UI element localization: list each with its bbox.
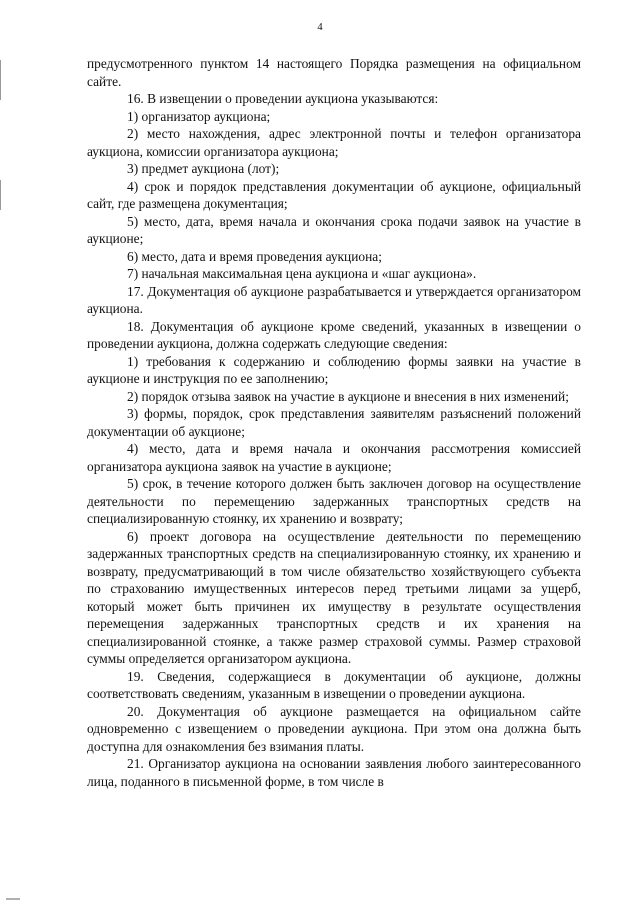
document-body	[87, 55, 581, 790]
scan-artifact	[6, 898, 20, 900]
paragraph-item-16: 16. В извещении о проведении аукциона указываются:	[127, 91, 439, 106]
scan-edge-mark	[0, 60, 1, 100]
paragraph-subitem: 2) место нахождения, адрес электронной почты и телефон организатора аукциона, комиссии организатора аукциона;	[87, 126, 581, 159]
paragraph-item-18: 18. Документация об аукционе кроме сведений, указанных в извещении о проведении аукциона, должна содержать следующие сведения:	[87, 318, 581, 351]
paragraph-item-21: 21. Организатор аукциона на основании заявления любого заинтересованного лица, поданного в письменной форме, в том числе в	[87, 756, 581, 789]
page-number: 4	[317, 22, 323, 33]
paragraph-subitem: 3) предмет аукциона (лот);	[127, 161, 280, 176]
paragraph-subitem: 1) организатор аукциона;	[127, 108, 271, 124]
paragraph-subitem: 5) место, дата, время начала и окончания срока подачи заявок на участие в аукционе;	[87, 213, 581, 246]
paragraph-subitem: 3) формы, порядок, срок представления заявителям разъяснений положений документации об аукционе;	[87, 406, 581, 439]
paragraph-subitem: 1) требования к содержанию и соблюдению формы заявки на участие в аукционе и инструкция по ее заполнению;	[87, 353, 581, 386]
scan-edge-mark	[0, 180, 1, 210]
paragraph-subitem: 4) срок и порядок представления документации об аукционе, официальный сайт, где размещена документация;	[87, 178, 581, 211]
paragraph-subitem: 6) место, дата и время проведения аукциона;	[127, 248, 382, 264]
paragraph-subitem: 5) срок, в течение которого должен быть заключен договор на осуществление деятельности по перемещению задержанных транспортных средств на специализированную стоянку, их хранению и возврату;	[87, 476, 581, 526]
paragraph-subitem: 6) проект договора на осуществление деятельности по перемещению задержанных транспортных средств на специализированную стоянку, их хранению и возврату, предусматривающий в том числе обязательство хозяйствующего субъекта по страхованию имущественных интересов перед третьими лицами за ущерб, который может быть причинен их имуществу в результате осуществления перемещения задержанных транспортных средств и их хранения на специализированной стоянке, а также размер страховой суммы. Размер страховой суммы определяется организатором аукциона.	[87, 528, 581, 666]
paragraph-subitem: 4) место, дата и время начала и окончания рассмотрения комиссией организатора аукциона заявок на участие в аукционе;	[87, 441, 581, 474]
paragraph-subitem: 2) порядок отзыва заявок на участие в аукционе и внесения в них изменений;	[127, 388, 569, 404]
paragraph-continuation: предусмотренного пунктом 14 настоящего Порядка размещения на официальном сайте.	[87, 56, 581, 89]
paragraph-item-17: 17. Документация об аукционе разрабатывается и утверждается организатором аукциона.	[87, 283, 581, 316]
paragraph-item-20: 20. Документация об аукционе размещается на официальном сайте одновременно с извещением о проведении аукциона. При этом она должна быть доступна для ознакомления без взимания платы.	[87, 703, 581, 754]
paragraph-subitem: 7) начальная максимальная цена аукциона и «шаг аукциона».	[127, 266, 477, 281]
paragraph-item-19: 19. Сведения, содержащиеся в документации об аукционе, должны соответствовать сведениям, указанным в извещении о проведении аукциона.	[87, 668, 581, 701]
